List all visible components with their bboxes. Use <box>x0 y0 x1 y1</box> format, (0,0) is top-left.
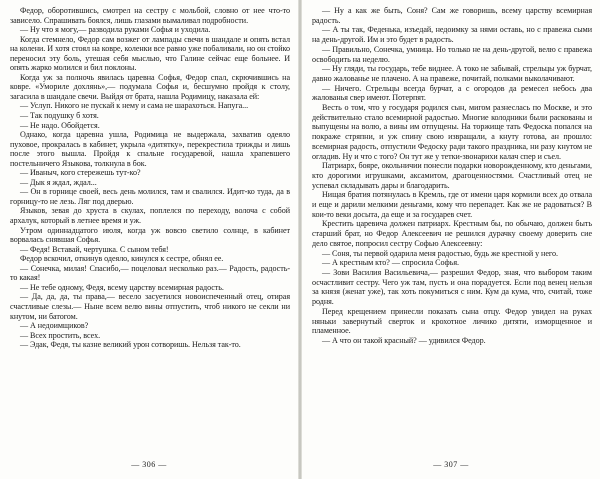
right-page <box>302 0 600 479</box>
left-paragraph: Однако, когда царевна ушла, Родимица не выдержала, захватив одеяло пуховое, прокралась в кабинет, укрыла «дитятку», перекрестила трижды и лишь после этого вышла. Пройдя к спальне государевой, нашла храпевшего постельничего Языкова, толкнула в бок. <box>10 130 290 168</box>
left-paragraph: — Всех простить, всех. <box>20 330 101 340</box>
left-paragraph: — Да, да, да, ты права,— весело засуетился новоиспеченный отец, отирая счастливые слезы.— Ныне всем велю вины отпустить, чтоб никого не секли ни кнутом, ни батогом. <box>10 292 290 321</box>
right-paragraph: — А ты так, Феденька, изъедай, недоимку за нями оставь, но с правежа сыми на день-другой. Им и это будет в радость. <box>312 25 592 45</box>
left-page <box>0 0 298 479</box>
left-paragraph: Федор вскочил, откинув одеяло, кинулся к сестре, обнял ее. <box>20 254 224 264</box>
left-page-number: — 306 — <box>131 460 167 469</box>
left-paragraph: — Он в горнице своей, весь день молился, там и свалился. Идит-ко туда, да в горницу-то не лезь. Ляг под дверью. <box>10 187 290 206</box>
left-paragraph: — Ну что я могу,— разводила руками Софья и уходила. <box>20 25 211 35</box>
right-paragraph: — А что он такой красный? — удивился Федор. <box>322 335 486 345</box>
left-paragraph: — Эдак, Федя, ты казне великий урон сотворишь. Нельзя так-то. <box>20 340 241 350</box>
left-paragraph: — Сонечка, милая! Спасибо,— поцеловал несколько раз.— Радость, радость-то какая! <box>10 263 290 283</box>
right-paragraph: Патриарх, бояре, окольничии понесли подарки новорожденному, кто деньгами, кто дорогими игрушками, аксамитом, драгоценностями. Счастливый отец не успевал складывать дары и благодарить. <box>312 161 592 190</box>
left-paragraph: — Не тебе одному, Федя, всему царству всемирная радость. <box>20 282 224 292</box>
right-paragraph: Нищая братия потянулась в Кремль, где от имени царя кормили всех до отвала и еще и дарили мелкими деньгами, кому что перепадет. Как же не радоваться? В кои-то веки досыта, да еще и за государев счет. <box>312 190 592 219</box>
right-paragraph: — Ну а как же быть, Соня? Сам же говоришь, всему царству всемирная радость. <box>312 6 592 25</box>
left-paragraph: — Дык я ждал, ждал... <box>20 177 97 187</box>
right-paragraph: Перед крещением принесли показать сына отцу. Федор увидел на руках няньки завернутый сверток и крохотное личико дитяти, изморщенное и пламенное. <box>312 306 592 336</box>
right-paragraph: — А крестным кто? — спросила Софья. <box>322 258 460 268</box>
left-paragraph: — Так подушку б хотя. <box>20 111 99 121</box>
left-paragraph: — Иваныч, кого стережешь тут-ко? <box>20 168 141 178</box>
left-paragraph: — Федя! Вставай, чертушка. С сыном тебя! <box>20 244 169 254</box>
left-paragraph: — Не надо. Обойдется. <box>20 120 100 130</box>
right-paragraph: — Правильно, Сонечка, умница. Но только не на день-другой, велю с правежа освободить на неделю. <box>312 44 592 64</box>
left-paragraph: Когда стемнело, Федор сам возжег от лампады свечи в шандале и опять встал на колени. И хотя стоял на ковре, коленки все равно уже побаливали, но он стойко переносил эту боль, утешая себя мыслью, что Галине сейчас еще больнее. И опять жарко молился и бил поклоны. <box>10 34 290 73</box>
right-paragraph: — Зови Василия Васильевича,— разрешил Федор, зная, что выбором таким осчастливит сестру. Чего уж там, пусть и она порадуется. Если под венец нельзя за князя (женат уже), так хоть покумиться с ним. Кум да кума, что, считай, тоже родня. <box>312 267 592 307</box>
right-page-number: — 307 — <box>433 460 469 469</box>
left-paragraph: Когда уж за полночь явилась царевна Софья, Федор спал, скрючившись на ковре. «Умориле дохлянь»,— подумала Софья и, бесшумно пройдя к столу, загасила в шандале свечи. Выйдя от брата, нашла Родимицу, наказала ей: <box>10 72 290 101</box>
right-paragraph: — Ничего. Стрельцы всегда бурчат, а с огородов да ремесел небось два жалованья свер имеют. Потерпят. <box>312 83 592 103</box>
left-paragraph: — А недоимщиков? <box>20 321 89 331</box>
left-paragraph: Утром одиннадцатого июля, когда уж вовсю светило солнце, в кабинет ворвалась снявшая Софья. <box>10 225 290 245</box>
left-page-text <box>10 6 290 350</box>
right-paragraph: — Ну гляди, ты государь, тебе виднее. А токо не забывай, стрельцы уж бурчат, давно жалованье не плачено. А на правеже, почитай, полками выколачивают. <box>312 64 592 83</box>
left-paragraph: — Услуп. Никого не пускай к нему и сама не шарахоться. Напуга... <box>20 101 249 111</box>
left-paragraph: Федор, оборотившись, смотрел на сестру с мольбой, словно от нее что-то зависело. Спрашивать боялся, лишь глазами вымаливал подробности. <box>10 6 290 25</box>
right-page-text <box>312 6 592 346</box>
left-paragraph: Языков, зевая до хруста в скулах, поплелся по переходу, волоча с собой архалук, который в летнее время и уж. <box>10 206 290 226</box>
right-paragraph: Весть о том, что у государя родился сын, мигом разнеслась по Москве, и это действительно стало всемирной радостью. Многие колодники были раскованы и выпущены на волю, а вины им отпущены. На торжище тать Федоска попался на покраже стряпни, и уж спину свою извращали, а кнуту готова, ан прошло: всемирная радость, отпустили Федоску ради такого праздника, ни разу кнутом не огладив. Ну и что с того? Он тут же у тетки-звонарихи калач спер и съел. <box>312 103 592 161</box>
right-paragraph: Крестить царевича должен патриарх. Крестным бы, по обычаю, должен быть старший брат, но Федор Алексеевич не решился дурачку своему доверить сие дело святое, попросил сестру Софью Алексеевну: <box>312 219 592 248</box>
right-paragraph: — Соня, ты первой одарила меня радостью, будь же крестной у него. <box>322 248 558 258</box>
